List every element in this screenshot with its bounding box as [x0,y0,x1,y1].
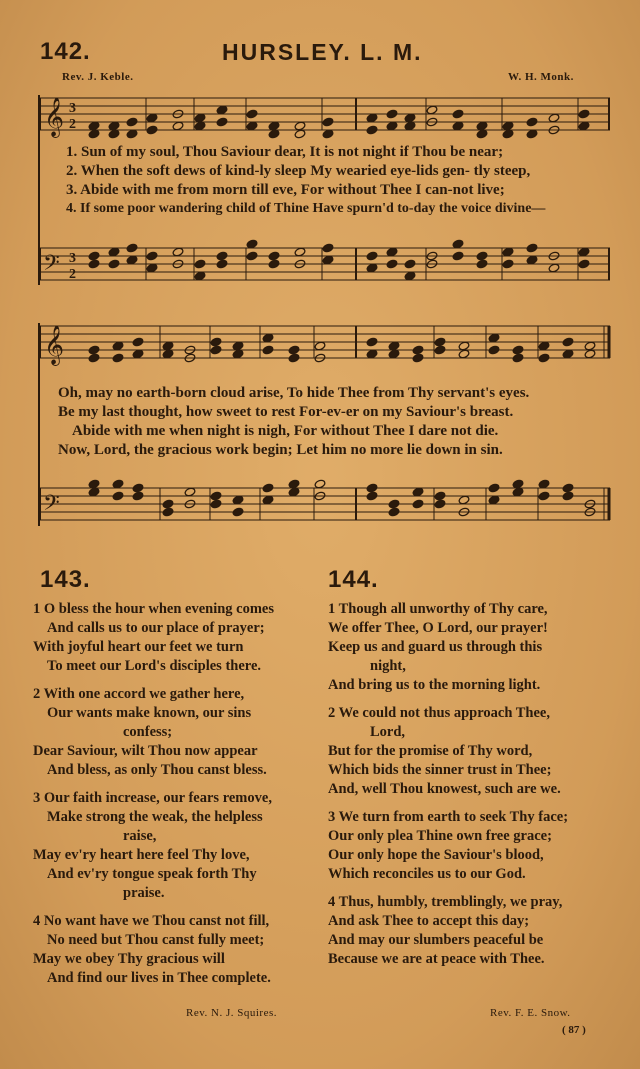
note-head [458,495,470,505]
stanza-line: But for the promise of Thy word, [328,743,533,759]
note-head [386,247,398,257]
note-head [126,255,138,265]
note-head [434,337,446,347]
stanza-line: Our wants make known, our sins [47,705,252,721]
note-head [562,349,574,359]
treble-clef-icon: 𝄞 [44,325,65,365]
note-head [172,121,184,131]
note-head [584,341,596,351]
note-head [246,251,258,261]
note-head [162,499,174,509]
verse-block-2 [58,385,529,461]
note-head [434,491,446,501]
note-head [108,259,120,269]
note-head [262,495,274,505]
stanza-line: raise, [123,828,157,844]
verse-line: Be my last thought, how sweet to rest For-ev-er on my Saviour's breast. [58,404,514,420]
page-number: ( 87 ) [562,1024,586,1036]
stanza-line: 2 We could not thus approach Thee, [328,705,550,721]
note-head [538,341,550,351]
stanza-line: 1 O bless the hour when evening comes [33,601,275,617]
note-head [132,337,144,347]
note-head [538,491,550,501]
verse-line: 4. If some poor wandering child of Thine Have spurn'd to-day the voice divine— [66,201,546,216]
note-head [210,337,222,347]
note-head [488,495,500,505]
stanza [33,600,274,676]
note-head [126,243,138,253]
stanza-line: And may our slumbers peaceful be [328,932,544,948]
note-head [216,117,228,127]
note-head [476,121,488,131]
note-head [288,353,300,363]
note-head [132,483,144,493]
note-head [88,129,100,139]
note-head [388,341,400,351]
note-head [172,247,184,257]
note-head [146,251,158,261]
note-head [502,121,514,131]
note-head [88,345,100,355]
note-head [388,499,400,509]
stanza-line: No need but Thou canst fully meet; [47,932,265,948]
note-head [146,125,158,135]
note-head [386,109,398,119]
note-head [132,349,144,359]
stanza-line: And ask Thee to accept this day; [328,913,530,929]
verse-line: Now, Lord, the gracious work begin; Let him no more lie down in sin. [58,442,503,458]
hymn-143-text [33,600,274,988]
note-head [458,341,470,351]
stanza-line: Which bids the sinner trust in Thee; [328,762,552,778]
note-head [294,121,306,131]
note-head [366,113,378,123]
stanza-line: Dear Saviour, wilt Thou now appear [33,743,258,759]
note-head [162,349,174,359]
note-head [88,251,100,261]
verse-line: 1. Sun of my soul, Thou Saviour dear, It is not night if Thou be near; [66,144,504,160]
hymn-number-143: 143. [40,566,91,593]
note-head [452,239,464,249]
note-head [232,341,244,351]
note-head [268,259,280,269]
note-head [216,259,228,269]
stanza-line: 3 We turn from earth to seek Thy face; [328,809,569,825]
hymn-143-credit: Rev. N. J. Squires. [186,1007,277,1019]
note-head [262,333,274,343]
stanza-line: 4 Thus, humbly, tremblingly, we pray, [328,894,563,910]
stanza [33,789,274,903]
svg-text:2: 2 [69,117,76,132]
note-head [386,259,398,269]
note-head [194,113,206,123]
stanza-line: Our only hope the Saviour's blood, [328,847,544,863]
svg-text:3: 3 [69,251,76,266]
note-head [194,271,206,281]
note-head [434,499,446,509]
note-head [184,487,196,497]
stanza [328,704,568,799]
note-head [232,507,244,517]
note-head [404,271,416,281]
note-head [366,491,378,501]
note-head [412,345,424,355]
note-head [452,109,464,119]
note-head [512,479,524,489]
note-head [314,479,326,489]
treble-clef-icon: 𝄞 [44,97,65,137]
note-head [112,353,124,363]
stanza-line: And, well Thou knowest, such are we. [328,781,561,797]
note-head [88,353,100,363]
note-head [502,247,514,257]
note-head [268,251,280,261]
note-head [426,105,438,115]
stanza-line: 4 No want have we Thou canst not fill, [33,913,270,929]
note-head [388,349,400,359]
note-head [366,483,378,493]
note-head [412,499,424,509]
note-head [404,259,416,269]
note-head [146,263,158,273]
note-head [322,129,334,139]
stanza-line: May ev'ry heart here feel Thy love, [33,847,250,863]
note-head [538,353,550,363]
note-head [112,479,124,489]
note-head [512,353,524,363]
verse-block-1 [66,144,545,220]
note-head [404,121,416,131]
note-head [216,105,228,115]
note-head [538,479,550,489]
note-head [366,349,378,359]
note-head [412,353,424,363]
stanza-line: May we obey Thy gracious will [33,951,225,967]
note-head [488,333,500,343]
note-head [322,117,334,127]
stanza-line: Keep us and guard us through this [328,639,543,655]
note-head [526,255,538,265]
note-head [548,113,560,123]
stanza-line: And find our lives in Thee complete. [47,970,271,986]
note-head [126,117,138,127]
verse-line: Oh, may no earth-born cloud arise, To hide Thee from Thy servant's eyes. [58,385,530,401]
note-head [578,109,590,119]
note-head [294,129,306,139]
note-head [488,483,500,493]
stanza-line: 1 Though all unworthy of Thy care, [328,601,548,617]
note-head [526,117,538,127]
note-head [132,491,144,501]
treble-staff-2 [38,318,612,374]
bass-clef-icon: 𝄢 [43,251,60,281]
stanza [328,600,568,695]
note-head [502,129,514,139]
stanza-line: Lord, [370,724,406,740]
note-head [126,129,138,139]
note-head [262,483,274,493]
note-head [88,479,100,489]
note-head [366,263,378,273]
note-head [502,259,514,269]
stanza-line: confess; [123,724,173,740]
treble-staff-1 [38,90,612,146]
note-head [434,345,446,355]
stanza-line: And ev'ry tongue speak forth Thy [47,866,257,882]
note-head [578,259,590,269]
note-head [512,487,524,497]
stanza-line: Our only plea Thine own free grace; [328,828,552,844]
stanza-line: And calls us to our place of prayer; [47,620,265,636]
note-head [108,121,120,131]
stanza [328,808,568,884]
note-head [162,507,174,517]
note-head [288,487,300,497]
hymn-144-text [328,600,568,969]
verse-line: 2. When the soft dews of kind-ly sleep My wearied eye-lids gen- tly steep, [66,163,531,179]
note-head [452,121,464,131]
note-head [294,247,306,257]
note-head [366,251,378,261]
bass-clef-icon: 𝄢 [43,491,60,521]
lyricist-credit: Rev. J. Keble. [62,71,134,83]
note-head [584,349,596,359]
verse-line: Abide with me when night is nigh, For without Thee I dare not die. [72,423,499,439]
hymn-number-142: 142. [40,38,91,65]
note-head [246,109,258,119]
note-head [458,349,470,359]
note-head [512,345,524,355]
svg-text:3: 3 [69,101,76,116]
stanza-line: night, [370,658,406,674]
system-brace-2 [38,323,40,526]
note-head [246,121,258,131]
note-head [476,129,488,139]
note-head [548,263,560,273]
stanza-line: And bring us to the morning light. [328,677,541,693]
note-head [88,259,100,269]
stanza [33,685,274,780]
hymn-number-144: 144. [328,566,379,593]
note-head [288,479,300,489]
note-head [452,251,464,261]
note-head [268,129,280,139]
note-head [562,483,574,493]
note-head [404,113,416,123]
note-head [322,243,334,253]
svg-text:2: 2 [69,267,76,282]
note-head [246,239,258,249]
note-head [232,349,244,359]
note-head [412,487,424,497]
note-head [578,247,590,257]
stanza-line: With joyful heart our feet we turn [33,639,244,655]
note-head [146,113,158,123]
note-head [112,491,124,501]
note-head [288,345,300,355]
stanza-line: 2 With one accord we gather here, [33,686,245,702]
stanza-line: To meet our Lord's disciples there. [47,658,262,674]
composer-credit: W. H. Monk. [508,71,574,83]
note-head [366,125,378,135]
stanza-line: Which reconciles us to our God. [328,866,526,882]
note-head [562,337,574,347]
note-head [112,341,124,351]
note-head [210,345,222,355]
note-head [366,337,378,347]
stanza-line: Make strong the weak, the helpless [47,809,263,825]
note-head [162,341,174,351]
bass-staff-1 [38,234,612,290]
note-head [232,495,244,505]
note-head [526,243,538,253]
note-head [314,341,326,351]
note-head [108,247,120,257]
stanza [328,893,568,969]
system-brace-1 [38,95,40,285]
note-head [216,251,228,261]
note-head [488,345,500,355]
note-head [88,487,100,497]
note-head [476,251,488,261]
stanza-line: Because we are at peace with Thee. [328,951,545,967]
bass-staff-2 [38,474,612,530]
tune-title: HURSLEY. L. M. [222,39,423,65]
note-head [108,129,120,139]
note-head [388,507,400,517]
note-head [386,121,398,131]
note-head [210,491,222,501]
note-head [526,129,538,139]
stanza-line: We offer Thee, O Lord, our prayer! [328,620,548,636]
note-head [578,121,590,131]
note-head [562,491,574,501]
hymn-144-credit: Rev. F. E. Snow. [490,1007,571,1019]
note-head [194,121,206,131]
note-head [268,121,280,131]
stanza-line: And bless, as only Thou canst bless. [47,762,267,778]
note-head [194,259,206,269]
stanza [33,912,274,988]
stanza-line: 3 Our faith increase, our fears remove, [33,790,272,806]
note-head [88,121,100,131]
note-head [210,499,222,509]
note-head [262,345,274,355]
verse-line: 3. Abide with me from morn till eve, For without Thee I can-not live; [66,182,505,198]
note-head [476,259,488,269]
stanza-line: praise. [123,885,165,901]
note-head [322,255,334,265]
